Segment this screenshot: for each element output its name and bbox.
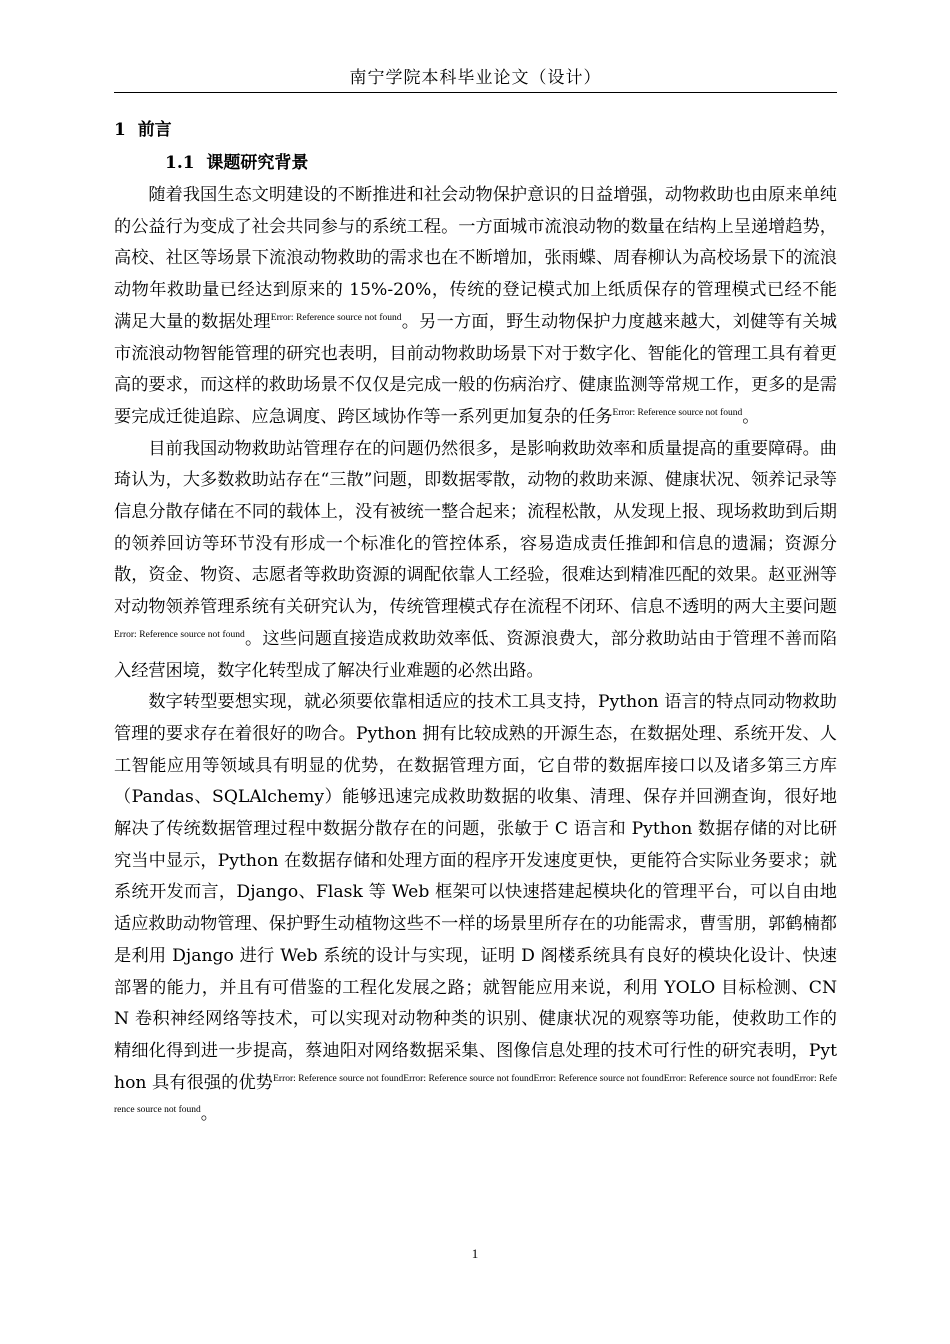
page-number: 1 <box>471 1246 479 1261</box>
subsection-number: 1.1 <box>165 153 195 173</box>
paragraph-text: 。 <box>742 406 760 427</box>
section-number: 1 <box>114 120 126 140</box>
subsection-heading <box>165 150 308 176</box>
subsection-title: 课题研究背景 <box>206 153 309 173</box>
paragraph <box>114 687 837 1131</box>
section-title: 前言 <box>137 120 172 140</box>
paragraph <box>114 180 837 434</box>
header-rule <box>114 92 837 93</box>
reference-error: Error: Reference source not found <box>612 407 743 418</box>
paragraph-text: 。 <box>200 1104 218 1125</box>
paragraph-text: 随着我国生态文明建设的不断推进和社会动物保护意识的日益增强，动物救助也由原来单纯的公益行为变成了社会共同参与的系统工程。一方面城市流浪动物的数量在结构上呈递增趋势，高校、社区等场景下流浪动物救助的需求也在不断增加，张雨蝶、周春柳认为高校场景下的流浪动物年救助量已经达到原来的 15%-20%，传统的登记模式加上纸质保存的管理模式已经不能满足大量的数据处理 <box>114 185 837 332</box>
running-header: 南宁学院本科毕业论文（设计） <box>349 68 602 88</box>
reference-error: Error: Reference source not found <box>114 629 245 640</box>
paragraph-text: 数字转型要想实现，就必须要依靠相适应的技术工具支持，Python 语言的特点同动物救助管理的要求存在着很好的吻合。Python 拥有比较成熟的开源生态，在数据处理、系统开发、人工智能应用等领域具有明显的优势，在数据管理方面，它自带的数据库接口以及诸多第三方库（Pandas、SQLAlchemy）能够迅速完成救助数据的收集、清理、保存并回溯查询，很好地解决了传统数据管理过程中数据分散存在的问题，张敏于 C 语言和 Python 数据存储的对比研究当中显示，Python 在数据存储和处理方面的程序开发速度更快，更能符合实际业务要求；就系统开发而言，Django、Flask 等 Web 框架可以快速搭建起模块化的管理平台，可以自由地适应救助动物管理、保护野生动植物这些不一样的场景里所存在的功能需求，曹雪朋，郭鹤楠都是利用 Django 进行 Web 系统的设计与实现，证明 D 阁楼系统具有良好的模块化设计、快速部署的能力，并且有可借鉴的工程化发展之路；就智能应用来说，利用 YOLO 目标检测、CNN 卷积神经网络等技术，可以实现对动物种类的识别、健康状况的观察等功能，使救助工作的精细化得到进一步提高，蔡迪阳对网络数据采集、图像信息处理的技术可行性的研究表明，Python 具有很强的优势 <box>114 692 837 1093</box>
reference-error: Error: Reference source not foundError: Reference source not foundError: Reference source not foundError: Reference source not foundError: Reference source not found <box>114 1073 837 1116</box>
body-text <box>114 180 837 1131</box>
section-heading <box>114 117 172 143</box>
paragraph-text: 。这些问题直接造成救助效率低、资源浪费大，部分救助站由于管理不善而陷入经营困境，数字化转型成了解决行业难题的必然出路。 <box>114 628 837 681</box>
reference-error: Error: Reference source not found <box>270 312 402 323</box>
paragraph-text: 。另一方面，野生动物保护力度越来越大，刘健等有关城市流浪动物智能管理的研究也表明，目前动物救助场景下对于数字化、智能化的管理工具有着更高的要求，而这样的救助场景不仅仅是完成一般的伤病治疗、健康监测等常规工作，更多的是需要完成迁徙追踪、应急调度、跨区域协作等一系列更加复杂的任务 <box>114 311 837 427</box>
paragraph-text: 目前我国动物救助站管理存在的问题仍然很多，是影响救助效率和质量提高的重要障碍。曲琦认为，大多数救助站存在“三散”问题，即数据零散，动物的救助来源、健康状况、领养记录等信息分散存储在不同的载体上，没有被统一整合起来；流程松散，从发现上报、现场救助到后期的领养回访等环节没有形成一个标准化的管控体系，容易造成责任推卸和信息的遗漏；资源分散，资金、物资、志愿者等救助资源的调配依靠人工经验，很难达到精准匹配的效果。赵亚洲等对动物领养管理系统有关研究认为，传统管理模式存在流程不闭环、信息不透明的两大主要问题 <box>114 438 837 618</box>
paragraph <box>114 434 837 688</box>
